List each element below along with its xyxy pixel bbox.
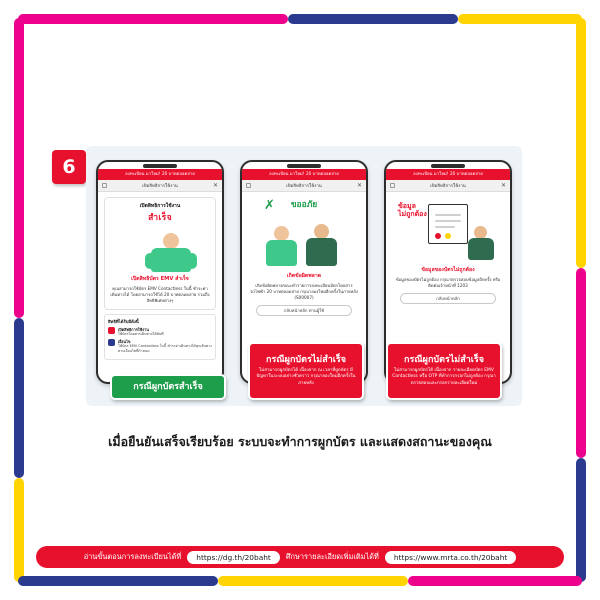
avatar-arm-right [187, 253, 197, 269]
warning-dot-icon [445, 233, 451, 239]
list-item-text: ใช้บัตรโดยสารเดินทางได้ทันที [118, 332, 164, 337]
frame-bar-bottom-yellow [218, 576, 408, 586]
list-item-text: ใช้บัตร EMV Contactless ในนี้ ชำระค่าเดินทางได้ทุกเส้นทาง ตามเงื่อนไขที่กำหนด [118, 344, 212, 353]
invalid-heading-line2: ไม่ถูกต้อง [398, 210, 427, 219]
success-heading-small: เปิดสิทธิการใช้งาน [139, 203, 181, 209]
error-illustration [248, 218, 360, 270]
close-icon[interactable]: ✕ [500, 181, 506, 189]
list-item-title: เปิดสิทธิการใช้งาน [118, 327, 149, 333]
back-home-button[interactable]: กลับหน้าหลัก [400, 293, 496, 304]
x-cross-icon: ✗ [264, 198, 275, 213]
callout-headline: กรณีผูกบัตรสำเร็จ [133, 381, 203, 392]
error-title-red: เกิดข้อผิดพลาด [286, 273, 322, 279]
callout-fail-data [386, 342, 502, 400]
document-icon [428, 204, 468, 244]
invalid-illustration [392, 200, 504, 264]
frame-bar-top-yellow [458, 14, 582, 24]
success-heading-big: สำเร็จ [148, 213, 172, 223]
frame-bar-left-pink [14, 18, 24, 318]
step-caption: เมื่อยืนยันเสร็จเรียบร้อย ระบบจะทำการผูกบัตร และแสดงสถานะของคุณ [108, 434, 492, 449]
callout-headline: กรณีผูกบัตรไม่สำเร็จ [266, 355, 346, 366]
phone-notch-icon [287, 164, 321, 168]
callout-success [110, 374, 226, 400]
avatar-head-left [274, 226, 289, 241]
phone-browser-bar[interactable] [386, 180, 510, 192]
phone-url-text: เปิดสิทธิการใช้งาน [286, 184, 322, 189]
avatar-body [468, 238, 494, 260]
doc-line [435, 220, 461, 222]
close-icon[interactable]: ✕ [212, 181, 218, 189]
phone-promo-bar: ลงทะเบียน มาใหม่! 20 บาทตลอดสาย [98, 169, 222, 180]
phone-mockup-success [96, 160, 224, 384]
avatar-body [151, 248, 191, 272]
footer-label-1: อ่านขั้นตอนการลงทะเบียนได้ที่ [83, 552, 182, 561]
doc-line [435, 214, 461, 216]
doc-line [435, 226, 455, 228]
phone-promo-bar: ลงทะเบียน มาใหม่! 20 บาทตลอดสาย [386, 169, 510, 180]
footer-link-2[interactable]: https://www.mrta.co.th/20baht [385, 551, 516, 564]
invalid-body-text: ข้อมูลของบัตรไม่ถูกต้อง กรุณาตรวจสอบข้อมูลอีกครั้ง หรือติดต่อเจ้าหน้าที่ 1203 [395, 277, 501, 289]
frame-bar-right-pink [576, 268, 586, 458]
lock-icon [390, 183, 395, 188]
info-badge-icon [108, 339, 115, 346]
phone-url-text: เปิดสิทธิการใช้งาน [142, 184, 178, 189]
invalid-heading-line1: ข้อมูล [398, 202, 416, 210]
frame-bar-left-blue [14, 318, 24, 478]
frame-bar-top-blue [288, 14, 458, 24]
sorry-heading: ขออภัย [290, 200, 318, 210]
lock-icon [102, 183, 107, 188]
footer-label-2: ศึกษารายละเอียดเพิ่มเติมได้ที่ [285, 552, 379, 561]
phone-browser-bar[interactable] [98, 180, 222, 192]
phone-content-success [98, 192, 222, 365]
phone-content-invalid [386, 192, 510, 309]
frame-bar-right-yellow [576, 18, 586, 268]
close-icon[interactable]: ✕ [356, 181, 362, 189]
callout-subtext: ไม่สามารถผูกบัตรได้ เนื่องจาก รายละเอียดบัตร EMV Contactless หรือ OTP ที่ทำการกรอกไม่ถูกต้อง กรุณาตรวจสอบและกรอกรายละเอียดใหม่ [392, 367, 496, 386]
footer-link-1[interactable]: https://dg.th/20baht [187, 551, 280, 564]
error-dot-icon [435, 233, 441, 239]
phone-notch-icon [431, 164, 465, 168]
avatar-body-left [266, 240, 297, 266]
phone-promo-bar: ลงทะเบียน มาใหม่! 20 บาทตลอดสาย [242, 169, 366, 180]
check-badge-icon [108, 327, 115, 334]
success-title-red: เปิดสิทธิบัตร EMV สำเร็จ [131, 276, 189, 282]
list-item [108, 339, 212, 354]
frame-bar-bottom-pink [408, 576, 582, 586]
list-item [108, 327, 212, 337]
frame-bar-bottom-blue [18, 576, 218, 586]
list-item-title: เงื่อนไข [118, 339, 131, 345]
lock-icon [246, 183, 251, 188]
benefit-list-title: สิทธิที่ได้รับมีดังนี้ [108, 319, 139, 325]
avatar-arm-left [145, 253, 155, 269]
phone-url-text: เปิดสิทธิการใช้งาน [430, 184, 466, 189]
callout-headline: กรณีผูกบัตรไม่สำเร็จ [404, 355, 484, 366]
error-body-text: เกิดข้อผิดพลาดขณะทำรายการลงทะเบียนบัตรโดยสารรถไฟฟ้า 20 บาทตลอดสาย กรุณาลองใหม่อีกครั้งในภายหลัง (S00007) [250, 283, 358, 301]
invalid-heading [398, 202, 427, 218]
sorry-heading-row [248, 197, 360, 215]
success-body-text: คุณสามารถใช้บัตร EMV Contactless ในนี้ ชำระค่าเดินทางได้ โดยสามารถใช้ได้ 20 บาทตลอดสาย รวมถึงสิทธิพิเศษต่างๆ [110, 286, 210, 304]
callout-fail-system [248, 342, 364, 400]
avatar-head [163, 233, 179, 249]
phone-content-error [242, 192, 366, 321]
success-illustration [109, 227, 211, 273]
phone-notch-icon [143, 164, 177, 168]
back-home-button[interactable]: กลับหน้าหลัก ท่านผู้ใช้ [256, 305, 352, 316]
step-number-badge: 6 [52, 150, 86, 184]
callout-subtext: ไม่สามารถผูกบัตรได้ เนื่องจาก ณ เวลาที่ผูกบัตร มีปัญหาในระบบอย่างชั่วคราว กรุณาลองใหม่อีกครั้งในภายหลัง [256, 367, 356, 386]
frame-bar-top-pink [18, 14, 288, 24]
frame-bar-right-blue [576, 458, 586, 582]
avatar-head-right [314, 224, 329, 239]
phone-browser-bar[interactable] [242, 180, 366, 192]
invalid-title-red: ข้อมูลของบัตรไม่ถูกต้อง [421, 267, 475, 273]
success-benefit-list [104, 314, 216, 359]
frame-bar-left-yellow [14, 478, 24, 582]
avatar-body-right [306, 238, 337, 266]
success-card [104, 197, 216, 310]
footer-bar [36, 546, 564, 568]
